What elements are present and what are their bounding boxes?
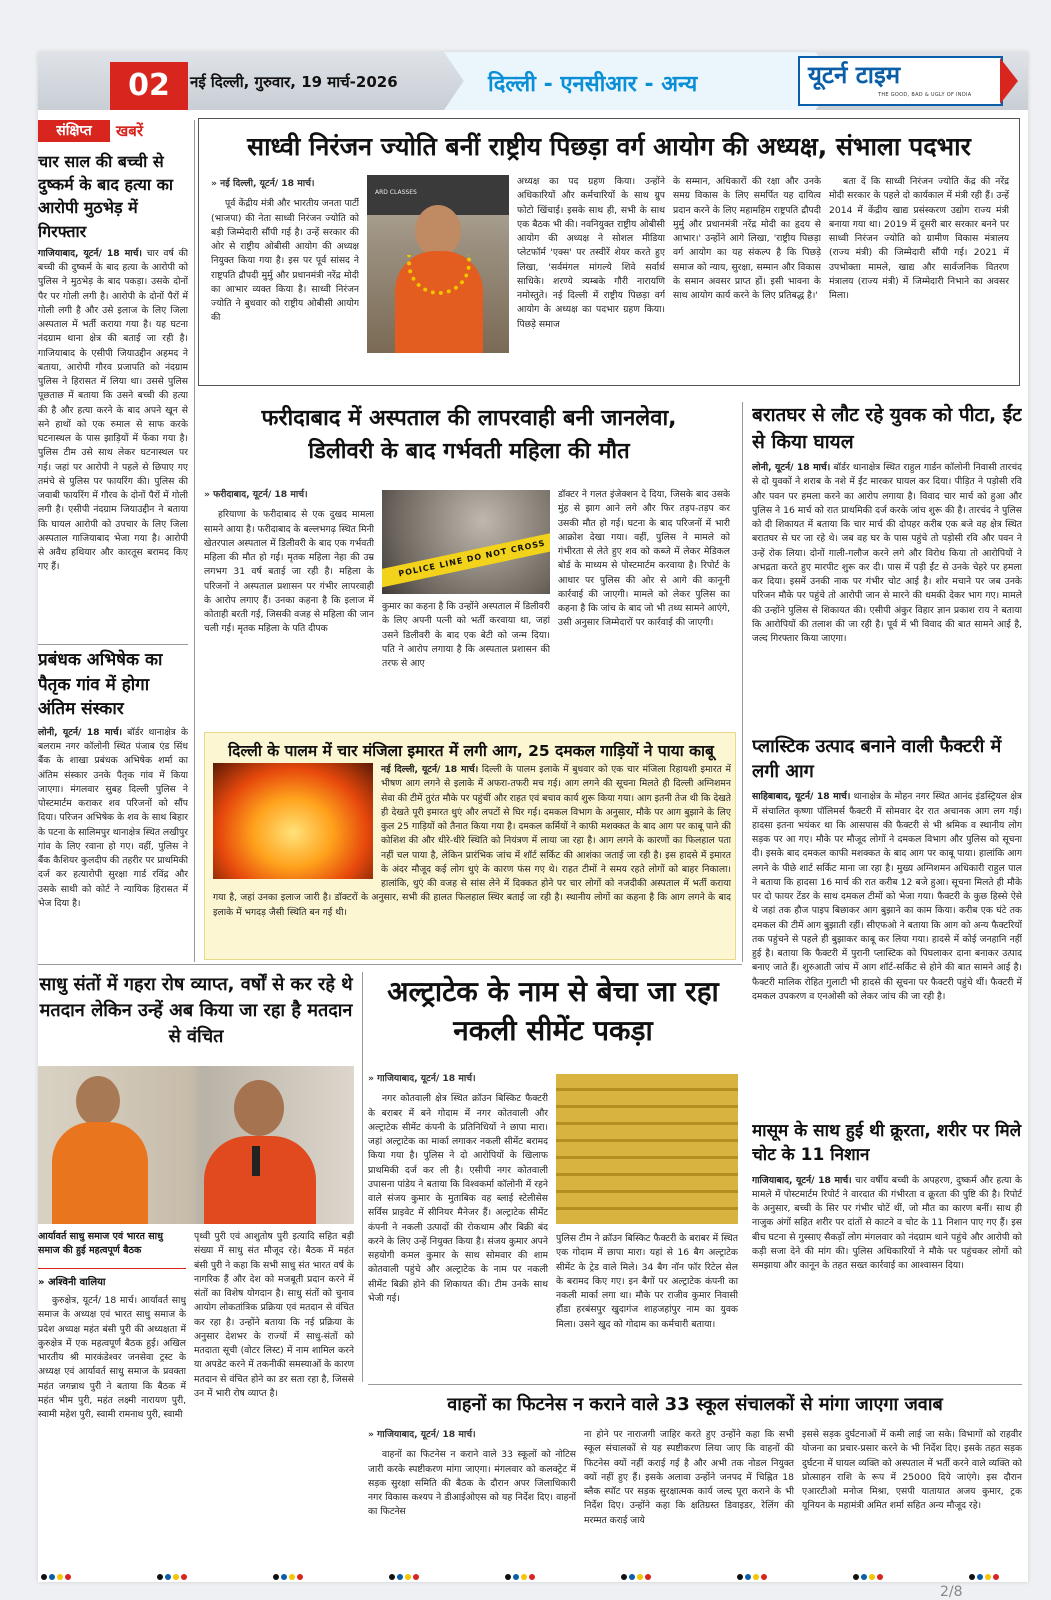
brand-tagline: THE GOOD, BAD & UGLY OF INDIA: [878, 92, 972, 98]
sadhu-photo-caption: आर्यावर्त साधु समाज एवं भारत साधु समाज की हुई महत्वपूर्ण बैठक: [38, 1231, 163, 1256]
story-masoom-headline: मासूम के साथ हुई थी क्रूरता, शरीर पर मिले चोट के 11 निशान: [752, 1121, 1022, 1165]
page-number: 02: [110, 62, 188, 110]
story-baratghar-dateline: लोनी, यूटर्न/ 18 मार्च।: [752, 462, 831, 474]
story-sadhu: [38, 972, 358, 1572]
story-cement-headline: अल्ट्राटेक के नाम से बेचा जा रहा नकली सीमेंट पकड़ा: [387, 975, 719, 1048]
brief-news-label: [38, 120, 188, 144]
story-faridabad: [204, 402, 734, 732]
brand-arrow-icon: [1000, 58, 1018, 104]
header-date: नई दिल्ली, गुरुवार, 19 मार्च-2026: [190, 73, 398, 91]
story-cement: [368, 972, 738, 1382]
footer-dots-icon: [38, 1571, 1028, 1582]
story-baratghar-body: बॉर्डर थानाक्षेत्र स्थित राहुल गार्डन कॉलोनी निवासी तारचंद से दो युवकों ने शराब के नशे में ईंट मारकर घायल कर दिया। पीड़ित ने पड़ोसी रवि और पवन पर हमला करने का आरोप लगाया है। विवाद चार मार्च को हुआ और पुलिस ने 16 मार्च को रात प्राथमिकी दर्ज करके जांच शुरू की है। तारचंद ने पुलिस को दी शिकायत में बताया कि चार मार्च की दोपहर करीब एक बजे वह क्षेत्र स्थित बरातघर से घर जा रहे थे। जब वह घर के पास पहुंचे तो पड़ोसी रवि और पवन ने उन्हें रोक लिया। दोनों गाली-गलौज करने लगे और विरोध किया तो आरोपियों ने अभद्रता करते हुए मारपीट शुरू कर दी। पास में पड़ी ईंट से उनके चेहरे पर हमला कर दिया। इसमें उनकी नाक पर गंभीर चोट आई है। शोर मचाने पर जब उनके परिजन मौके पर पहुंचे तो आरोपी जान से मारने की धमकी देकर भाग गए। मामले की उन्होंने पुलिस से शिकायत की। एसीपी अंकुर विहार ज्ञान प्रकाश राय ने बताया कि आरोपियों की तलाश की जा रही है। पूर्व में भी विवाद की बात सामने आई है, जल्द गिरफ्तार किया जाएगा।: [752, 462, 1022, 645]
story-palam-dateline: नई दिल्ली, यूटर्न/ 18 मार्च।: [381, 764, 479, 775]
microphone-icon: [252, 1146, 260, 1176]
page-indicator: 2/8: [940, 1584, 963, 1600]
brief-label-part1: संक्षिप्त: [38, 120, 110, 142]
story-sadhu-col1: कुरुक्षेत्र, यूटर्न/ 18 मार्च। आर्यावर्त साधु समाज के अध्यक्ष एवं भारत साधु समाज के प्रदेश अध्यक्ष महंत बंसी पुरी की अध्यक्षता में कुरुक्षेत्र में एक महत्वपूर्ण बैठक हुई। अखिल भारतीय श्री मारकंडेश्वर जनसेवा ट्रस्ट के अध्यक्ष एवं आर्यावर्त साधु समाज के प्रवक्ता महंत जगन्नाथ पुरी ने बताया कि बैठक में महंत भीम पुरी, महंत लक्ष्मी नारायण पुरी, स्वामी महेश पुरी, स्वामी रामनाथ पुरी, स्वामी: [38, 1295, 186, 1420]
story-faridabad-headline-1: फरीदाबाद में अस्पताल की लापरवाही बनी जानलेवा,: [261, 406, 677, 431]
story-school-dateline: » गाजियाबाद, यूटर्न/ 18 मार्च।: [368, 1429, 476, 1440]
story-palam-headline: दिल्ली के पालम में चार मंजिला इमारत में लगी आग, 25 दमकल गाड़ियों ने पाया काबू: [228, 742, 714, 760]
story-school-col3: इससे सड़क दुर्घटनाओं में कमी लाई जा सके। विभागों को राहवीर योजना का प्रचार-प्रसार करने के भी निर्देश दिए। इसके तहत सड़क दुर्घटना में घायल व्यक्ति को अस्पताल में भर्ती करने वाले व्यक्ति को प्रोत्साहन राशि के रूप में 25000 दिये जाएंगे। इस दौरान एआरटीओ मनोज मिश्रा, एसपी यातायात अजय कुमार, ट्रक यूनियन के महामंत्री अमित शर्मा सहित अन्य मौजूद रहे।: [802, 1429, 1022, 1512]
story-niranjan-col1: पूर्व केंद्रीय मंत्री और भारतीय जनता पार्टी (भाजपा) की नेता साध्वी निरंजन ज्योति को बड़ी जिम्मेदारी सौंपी गई है। उन्हें सरकार की ओर से राष्ट्रीय ओबीसी आयोग की अध्यक्ष नियुक्त किया गया है। इस पर पूर्व सांसद ने राष्ट्रपति द्रौपदी मुर्मु और प्रधानमंत्री नरेंद्र मोदी का आभार व्यक्त किया है। साध्वी निरंजन ज्योति ने बुधवार को राष्ट्रीय ओबीसी आयोग की: [211, 198, 359, 324]
story-murder-body: चार वर्ष की बच्ची की दुष्कर्म के बाद हत्या के आरोपी को पुलिस ने मुठभेड़ के बाद पकड़ा। उसके दोनों पैर पर गोली लगी है। आरोपी के दोनों पैरों में गोली लगी है और उसे इलाज के लिए जिला अस्पताल में भर्ती कराया गया है। यह घटना नंदग्राम थाना क्षेत्र की बताई जा रही है। गाजियाबाद के एसीपी जियाउद्दीन अहमद ने बताया, आरोपी गौरव प्रजापति को नंदग्राम पुलिस ने हिरासत में लिया था। उससे पुलिस पूछताछ में बताया कि उसने बच्ची की हत्या की है और हत्या करने के बाद अपने खून से सने हाथों को एक रुमाल से साफ करके घटनास्थल के पास झाड़ियों में फेंका गया है। पुलिस टीम उसे साथ लेकर घटनास्थल पर गई। जहां पर आरोपी ने पहले से छिपाए गए तमंचे से पुलिस पर फायरिंग की। पुलिस की जवाबी फायरिंग में गौरव के दोनों पैरों में गोली लगी है। एसीपी नंदग्राम जियाउद्दीन ने बताया कि घायल आरोपी को उपचार के लिए जिला अस्पताल गाजियाबाद भेजा गया है। आरोपी से अवैध हथियार और कारतूस बरामद किए गए हैं।: [38, 247, 188, 573]
footer-dots: [38, 1568, 1028, 1580]
brand-name: यूटर्न टाइम: [808, 61, 901, 89]
story-baratghar-headline: बरातघर से लौट रहे युवक को पीटा, ईंट से किया घायल: [752, 404, 1022, 453]
police-tape: POLICE LINE DO NOT CROSS: [382, 529, 550, 588]
story-school-headline: वाहनों का फिटनेस न कराने वाले 33 स्कूल संचालकों से मांगा जाएगा जवाब: [447, 1394, 943, 1415]
masthead: [38, 52, 1028, 120]
story-cement-dateline: » गाजियाबाद, यूटर्न/ 18 मार्च।: [368, 1073, 476, 1084]
person-head-icon: [234, 1080, 284, 1136]
divider: [38, 964, 742, 965]
story-niranjan-col4: बता दें कि साध्वी निरंजन ज्योति केंद्र की नरेंद्र मोदी सरकार के पहले दो कार्यकाल में मंत्री रही हैं। उन्हें 2014 में केंद्रीय खाद्य प्रसंस्करण उद्योग राज्य मंत्री बनाया गया था। 2019 में दूसरी बार सरकार बनने पर साध्वी निरंजन ज्योति को ग्रामीण विकास मंत्रालय (राज्य मंत्री) की जिम्मेदारी सौंपी गई। 2021 में उपभोक्ता मामले, खाद्य और सार्वजनिक वितरण मंत्रालय (राज्य मंत्री) में जिम्मेदारी निभाने का अवसर मिला।: [829, 176, 1009, 301]
niranjan-photo: [367, 175, 509, 353]
faridabad-photo: [382, 490, 550, 594]
sadhu-photo: [38, 1066, 354, 1224]
story-murder-dateline: गाजियाबाद, यूटर्न/ 18 मार्च।: [38, 247, 142, 259]
story-plastic-headline: प्लास्टिक उत्पाद बनाने वाली फैक्टरी में लगी आग: [752, 736, 1002, 783]
story-niranjan-col2: अध्यक्ष का पद ग्रहण किया। उन्होंने अधिकारियों और कर्मचारियों के साथ ग्रुप फोटो खिंचाई। इसके साथ ही, सभी के साथ एक बैठक भी की। नवनियुक्त राष्ट्रीय ओबीसी आयोग की अध्यक्ष ने सोशल मीडिया प्लेटफॉर्म 'एक्स' पर तस्वीरें शेयर करते हुए लिखा, 'सर्वमंगल मांगल्ये शिवे सर्वार्थ साधिके। शरण्ये त्र्यम्बके गौरी नारायणि नमोस्तुते। नई दिल्ली में राष्ट्रीय पिछड़ा वर्ग आयोग के अध्यक्ष का पदभार ग्रहण किया। पिछड़े समाज: [517, 176, 665, 330]
story-abhishek: [38, 648, 188, 958]
section-title: दिल्ली - एनसीआर - अन्य: [488, 72, 698, 97]
brief-label-part2: खबरें: [116, 122, 143, 140]
story-niranjan-col3: के सम्मान, अधिकारों की रक्षा और उनके समग्र विकास के लिए समर्पित यह दायित्व प्रदान करने के लिए महामहिम राष्ट्रपति द्रौपदी मुर्मु और प्रधानमंत्री नरेंद्र मोदी का हृदय से आभार।' उन्होंने आगे लिखा, 'राष्ट्रीय पिछड़ा वर्ग आयोग का यह संकल्प है कि पिछड़े समाज को न्याय, सुरक्षा, सम्मान और विकास के समान अवसर प्राप्त हों। इसी भावना के साथ आयोग कार्य करने के लिए प्रतिबद्ध है।': [673, 176, 821, 301]
story-palam-box: [204, 732, 736, 960]
newspaper-page: [38, 52, 1028, 1582]
story-abhishek-body: बॉर्डर थानाक्षेत्र के बलराम नगर कॉलोनी स्थित पंजाब एंड सिंध बैंक के शाखा प्रबंधक अभिषेक शर्मा का अंतिम संस्कार उनके पैतृक गांव में किया जाएगा। मंगलवार सुबह दिल्ली पुलिस ने पोस्टमार्टम कराकर शव परिजनों को सौंप दिया। परिजन अभिषेक के शव के साथ बिहार के पटना के सालिमपुर थानाक्षेत्र स्थित लखीपुर गांव के लिए रवाना हो गए। वहीं, पुलिस ने बैंक कैशियर कुलदीप की तहरीर पर प्राथमिकी दर्ज कर हत्यारोपी सुरक्षा गार्ड रविंद्र और उसके साथी को कोर्ट ने न्यायिक हिरासत में भेज दिया है।: [38, 726, 188, 909]
story-abhishek-dateline: लोनी, यूटर्न/ 18 मार्च।: [38, 726, 123, 738]
column-divider: [362, 972, 363, 1382]
story-murder-arrest: [38, 150, 188, 642]
story-school-col2: ना होने पर नाराजगी जाहिर करते हुए उन्होंने कहा कि सभी स्कूल संचालकों से यह स्पष्टीकरण लिया जाए कि वाहनों की फिटनेस क्यों नहीं कराई गई है और अभी तक नोडल नियुक्त क्यों नहीं हुए हैं। इसके अलावा उन्होंने जनपद में चिह्नित 18 ब्लैक स्पॉट पर सड़क सुरक्षात्मक कार्य जल्द पूरा कराने के भी निर्देश दिए। उन्होंने कहा कि क्षतिग्रस्त डिवाइडर, रेलिंग की मरम्मत कराई जाये: [584, 1429, 794, 1526]
story-plastic-factory: [752, 734, 1022, 1114]
column-divider: [194, 120, 195, 962]
story-faridabad-col1: हरियाणा के फरीदाबाद से एक दुखद मामला सामने आया है। फरीदाबाद के बल्लभगढ़ स्थित मिनी खेतरपाल अस्पताल में डिलीवरी के बाद एक गर्भवती महिला की मौत हो गई। मृतक महिला नेहा की उम्र लगभग 31 वर्ष बताई जा रही है। महिला के परिजनों ने अस्पताल प्रशासन पर गंभीर लापरवाही के आरोप लगाए हैं। उनका कहना है कि इलाज में कोताही बरती गई, जिसकी वजह से महिला की जान चली गई। मृतक महिला के पति दीपक: [204, 509, 374, 635]
story-palam-body: दिल्ली के पालम इलाके में बुधवार को एक चार मंजिला रिहायशी इमारत में भीषण आग लगने से इलाके में अफरा-तफरी मच गई। आग लगने की सूचना मिलते ही दिल्ली अग्निशमन सेवा की टीमें तुरंत मौके पर पहुंचीं और राहत एवं बचाव कार्य शुरू किया गया। आग इतनी तेज थी कि देखते ही देखते पूरी इमारत धुएं और लपटों से घिर गई। दमकल विभाग के अनुसार, मौके पर आग बुझाने के लिए कुल 25 गाड़ियों को तैनात किया गया है। दमकल कर्मियों ने काफी मशक्कत के बाद आग पर काबू पाने की कोशिश की और धीरे-धीरे स्थिति को नियंत्रण में लाया जा रहा है। आग लगने के कारणों का फिलहाल पता नहीं चल पाया है, लेकिन प्रारंभिक जांच में शॉर्ट सर्किट की आशंका जताई जा रही है। इस हादसे में इमारत के अंदर मौजूद कई लोग धुएं के कारण फंस गए थे। राहत टीमों ने समय रहते लोगों को बाहर निकाला। हालांकि, धुएं की वजह से सांस लेने में दिक्कत होने पर चार लोगों को नजदीकी अस्पताल में भर्ती कराया गया है, जहां उनका इलाज जारी है। डॉक्टरों के अनुसार, सभी की हालत फिलहाल स्थिर बताई जा रही है। स्थानीय लोगों का कहना है कि आग लगने के बाद इलाके में भगदड़ जैसी स्थिति बन गई थी।: [213, 764, 731, 918]
story-faridabad-headline-2: डिलीवरी के बाद गर्भवती महिला की मौत: [308, 439, 630, 464]
story-cement-col2: पुलिस टीम ने क्रॉउन बिस्किट फैक्टरी के बराबर में स्थित एक गोदाम में छापा मारा। यहां से 16 बैग अल्ट्राटेक सीमेंट के ट्रेड वाले मिले। 34 बैग नॉन फॉर रिटेल सेल के बरामद किए गए। इन बैगों पर अल्ट्राटेक कंपनी का नकली मार्का लगा था। मौके पर राजीव कुमार निवासी हौंडा हरबंसपुर खुदागंज शाहजहांपुर नाम का युवक मिला। उसने खुद को गोदाम का कर्मचारी बताया।: [556, 1233, 738, 1330]
story-niranjan-headline: साध्वी निरंजन ज्योति बनीं राष्ट्रीय पिछड़ा वर्ग आयोग की अध्यक्ष, संभाला पदभार: [247, 132, 971, 161]
story-plastic-body: थानाक्षेत्र के मोहन नगर स्थित आनंद इंडस्ट्रियल क्षेत्र में संचालित कृष्णा पॉलिमर्स फैक्टरी में सोमवार देर रात अचानक आग लग गई। हादसा इतना भयंकर था कि आसपास की फैक्टरी से भी श्रमिक व स्थानीय लोग सड़क पर आ गए। मौके पर मौजूद लोगों ने दमकल विभाग और पुलिस को सूचना दी। इसके बाद दमकल काफी मशक्कत के बाद आग पर काबू पाया। हालांकि आग लगने के पीछे शार्ट सर्किट माना जा रहा है। मुख्य अग्निशमन अधिकारी राहुल पाल ने बताया कि हादसा 16 मार्च की रात करीब 12 बजे हुआ। सूचना मिलते ही मौके पर दो फायर टेंडर के साथ दमकल टीमों को भेजा गया। फैक्टरी के कुछ हिस्से ऐसे थे जहां तक हौज पाइप बिछाकर आग बुझाने का काम किया। करीब एक घंटे तक दमकल की टीमें आग बुझाती रहीं। सीएफओ ने बताया कि आग को अन्य फैक्टरियों तक पहुंचने से पहले ही बुझाकर काबू कर लिया गया। हादसे में कोई जनहानि नहीं हुई है। बताया कि फैक्टरी में पुरानी प्लास्टिक को पिघलाकर दाना बनाकर उत्पाद बनाए जाते हैं। शुरुआती जांच में आग शॉर्ट-सर्किट से होने की बात सामने आई है। फैक्टरी मालिक रोहित गुलाटी भी हादसे की सूचना पर फैक्टरी पहुंचे थीं। फैक्टरी में दमकल उपकरण व एनओसी को लेकर जांच की जा रही है।: [752, 791, 1022, 1002]
person-head-icon: [76, 1076, 120, 1126]
story-school-vehicles: [368, 1388, 1022, 1578]
story-baratghar: [752, 402, 1022, 724]
story-masoom: [752, 1120, 1022, 1382]
divider: [368, 1384, 1022, 1385]
niranjan-photo-sign: ARD CLASSES: [375, 189, 417, 196]
person-head-icon: [415, 205, 461, 257]
story-abhishek-headline: प्रबंधक अभिषेक का पैतृक गांव में होगा अंतिम संस्कार: [38, 650, 163, 720]
story-faridabad-col3: डॉक्टर ने गलत इंजेक्शन दे दिया, जिसके बाद उसके मुंह से झाग आने लगे और फिर तड़प-तड़प कर उसकी मौत हो गई। घटना के बाद परिजनों में भारी आक्रोश देखा गया। वहीं, पुलिस ने मामले को गंभीरता से लेते हुए शव को कब्जे में लेकर मेडिकल बोर्ड के माध्यम से पोस्टमार्टम करवाया है। रिपोर्ट के आधार पर पुलिस की ओर से आगे की कानूनी कार्रवाई की जाएगी। मामले को लेकर पुलिस का कहना है कि जांच के बाद जो भी तथ्य सामने आएंगे, उसी अनुसार जिम्मेदारों पर कार्रवाई की जाएगी।: [558, 489, 730, 629]
story-plastic-dateline: साहिबाबाद, यूटर्न/ 18 मार्च।: [752, 791, 851, 803]
story-masoom-body: चार वर्षीय बच्ची के अपहरण, दुष्कर्म और हत्या के मामले में पोस्टमार्टम रिपोर्ट ने वारदात की गंभीरता व क्रूरता की पुष्टि की है। रिपोर्ट के अनुसार, बच्ची के सिर पर गंभीर चोटें थीं, जो मौत का कारण बनीं। साथ ही नाजुक अंगों सहित शरीर पर दांतों से काटने व चोट के 11 निशान पाए गए हैं। इस बीच घटना से गुस्साए सैकड़ों लोग मंगलवार को नंदग्राम थाने पहुंचे और आरोपी को कड़ी सजा देने की मांग की। पुलिस अधिकारियों ने मौके पर पहुंचकर लोगों को समझाया और कानून के तहत सख्त कार्रवाई का आश्वासन दिया।: [752, 1174, 1022, 1272]
story-sadhu-headline: साधु संतों में गहरा रोष व्याप्त, वर्षों से कर रहे थे मतदान लेकिन उन्हें अब किया जा रहा है मतदान से वंचित: [39, 974, 353, 1048]
person-robe-icon: [204, 1136, 316, 1224]
story-school-col1: वाहनों का फिटनेस न कराने वाले 33 स्कूलों को नोटिस जारी करके स्पष्टीकरण मांगा जाएगा। मंगलवार को कलक्ट्रेट में सड़क सुरक्षा समिति की बैठक के दौरान अपर जिलाधिकारी नगर विकास कश्यप ने डीआईओएस को यह निर्देश दिए। वाहनों का फिटनेस: [368, 1449, 576, 1518]
story-niranjan-box: [198, 118, 1020, 386]
story-cement-col1: नगर कोतवाली क्षेत्र स्थित क्रॉउन बिस्किट फैक्टरी के बराबर में बने गोदाम में नगर कोतवाली और अल्ट्राटेक सीमेंट कंपनी के प्रतिनिधियों ने छापा मारा। जहां अल्ट्राटेक का मार्का लगाकर नकली सीमेंट बरामद किया गया है। पुलिस ने दो आरोपियों के खिलाफ प्राथमिकी दर्ज कर ली है। एसीपी नगर कोतवाली उपासना पांडेय ने बताया कि विश्वकर्मा कॉलोनी में रहने वाले संजय कुमार के मुताबिक वह ब्लाई स्टेलीसेस सर्विस प्राइवेट में सीनियर मैनेजर हैं। अल्ट्राटेक सीमेंट कंपनी ने नकली उत्पादों की रोकथाम और बिक्री बंद करने के लिए उन्हें नियुक्त किया है। संजय कुमार अपने सहयोगी कमल कुमार के साथ सोमवार की शाम कोतवाली पहुंचे और अल्ट्राटेक के नाम पर नकली सीमेंट बिक्री होने की शिकायत की। टीम उनके साथ भेजी गई।: [368, 1093, 548, 1304]
column-divider: [742, 402, 743, 962]
story-masoom-dateline: गाजियाबाद, यूटर्न/ 18 मार्च।: [752, 1174, 852, 1186]
story-niranjan-dateline: » नई दिल्ली, यूटर्न/ 18 मार्च।: [211, 178, 315, 189]
cement-bags-photo: [556, 1074, 738, 1224]
story-murder-headline: चार साल की बच्ची से दुष्कर्म के बाद हत्या का आरोपी मुठभेड़ में गिरफ्तार: [38, 152, 174, 241]
divider: [38, 644, 188, 645]
story-faridabad-dateline: » फरीदाबाद, यूटर्न/ 18 मार्च।: [204, 489, 308, 500]
sadhu-byline: » अश्विनी वालिया: [38, 1277, 106, 1288]
story-faridabad-col2: कुमार का कहना है कि उन्होंने अस्पताल में डिलीवरी के लिए अपनी पत्नी को भर्ती करवाया था, जहां उसने डिलीवरी के बाद एक बेटी को जन्म दिया। पति ने आरोप लगाया है कि अस्पताल प्रशासन की तरफ से आए: [382, 601, 550, 669]
person-robe-icon: [52, 1122, 148, 1224]
story-sadhu-col2: पृथ्वी पुरी एवं आशुतोष पुरी इत्यादि सहित बड़ी संख्या में साधु संत मौजूद रहे। बैठक में महंत बंसी पुरी ने कहा कि सभी साधु संत भारत वर्ष के नागरिक हैं और देश को मजबूती प्रदान करने में संतों का विशेष योगदान है। साधु संतों को चुनाव आयोग लोकतांत्रिक प्रक्रिया एवं मतदान से वंचित कर रहा है। उन्होंने बताया कि नई प्रक्रिया के अनुसार देशभर के राज्यों में साधु-संतों को मतदाता सूची (वोटर लिस्ट) में नाम शामिल करने या अपडेट करने में तकनीकी समस्याओं के कारण मतदान से वंचित होने का डर सता रहा है, जिससे उन में भारी रोष व्याप्त है।: [194, 1231, 354, 1399]
